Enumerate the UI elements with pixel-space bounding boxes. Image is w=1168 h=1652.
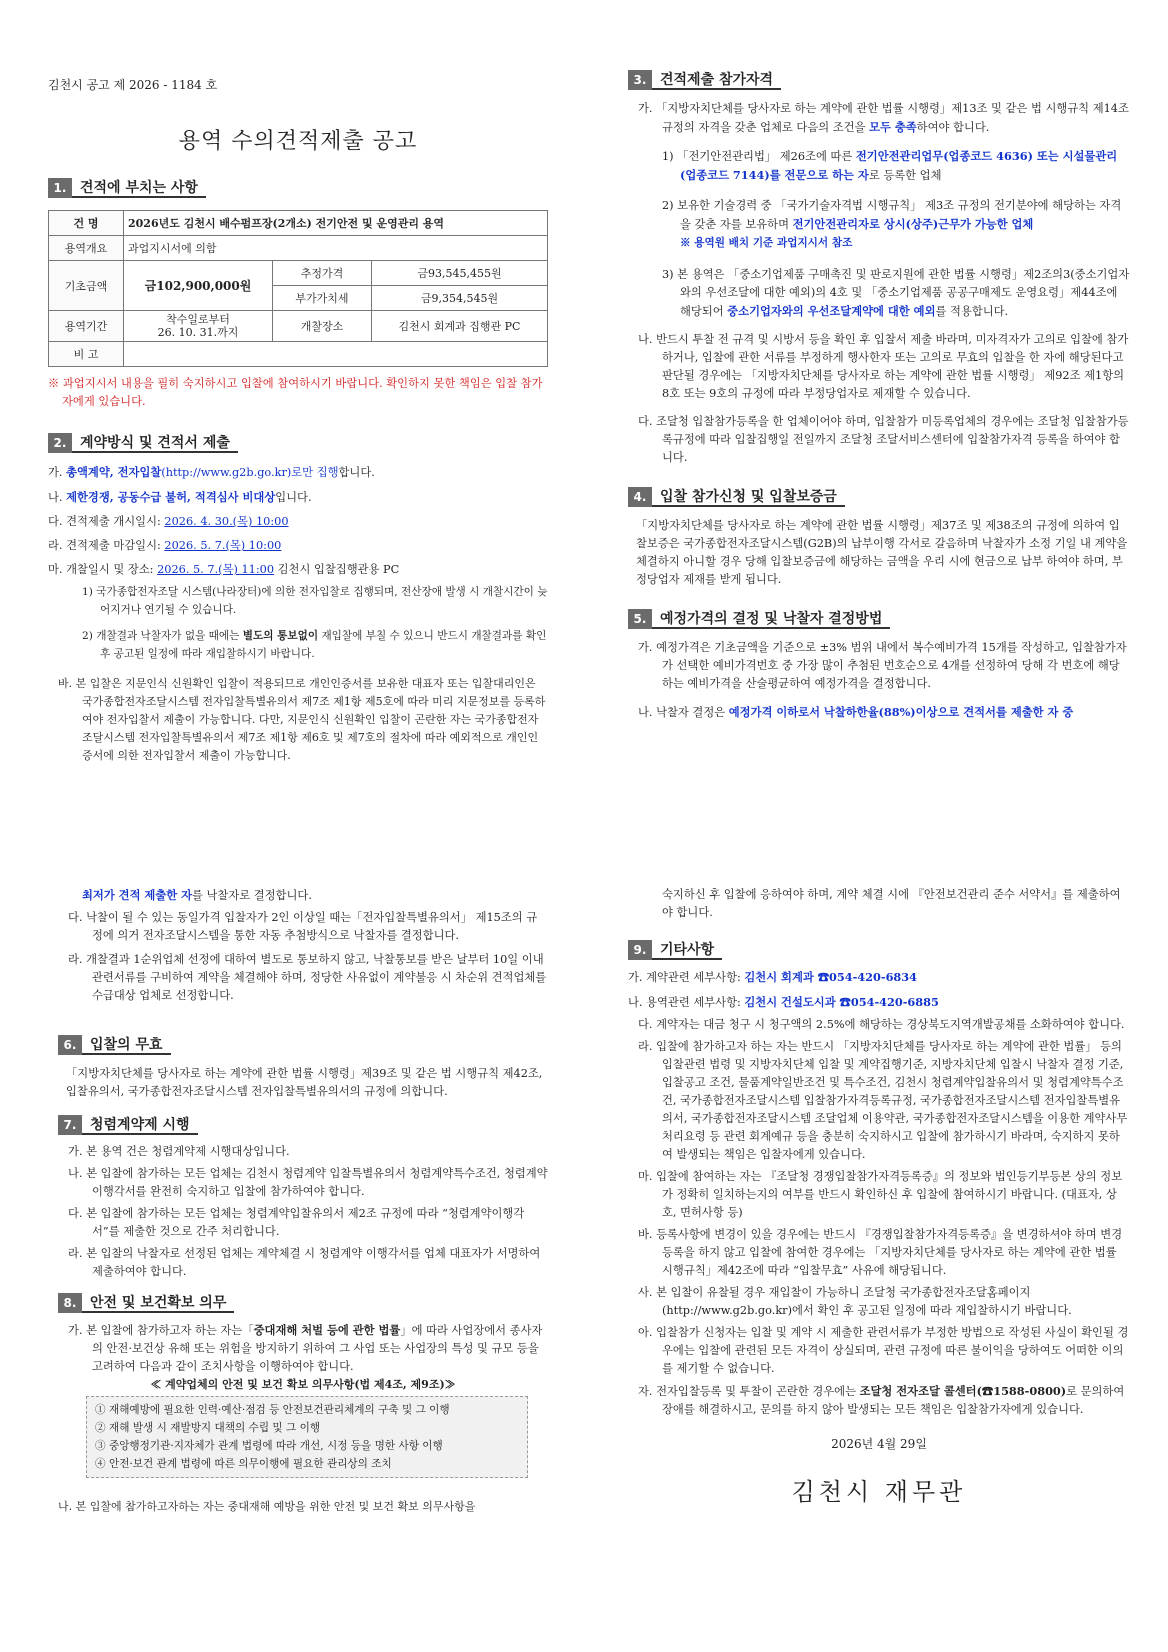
warning-note: ※ 과업지시서 내용을 필히 숙지하시고 입찰에 참여하시기 바랍니다. 확인하지 못한 책임은 입찰 참가자에게 있습니다. <box>48 377 543 408</box>
section-1-heading: 1. 견적에 부치는 사항 <box>48 178 548 198</box>
notice-number: 김천시 공고 제 2026 - 1184 호 <box>48 78 218 92</box>
safety-duty-box <box>86 1396 528 1478</box>
section-8-heading: 8. 안전 및 보건확보 의무 <box>58 1293 548 1313</box>
safety-duty-item: ③ 중앙행정기관·지자체가 관계 법령에 따라 개선, 시정 등을 명한 사항 이행 <box>95 1440 443 1452</box>
safety-duty-box-title: ≪ 계약업체의 안전 및 보건 확보 의무사항(법 제4조, 제9조)≫ <box>150 1378 456 1391</box>
bottom-left-column: 최저가 견적 제출한 자를 낙찰자로 결정합니다. 다. 낙찰이 될 수 있는 동일가격 입찰자가 2인 이상일 때는「전자입찰특별유의서」 제15조의 규정에 의거 전자조달시스템을 통한 자동 추첨방식으로 낙찰자를 결정합니다. 라. 개찰결과 1순위업체 선정에 대하여 별도로 통보하지 않고, 낙찰통보를 받은 날부터 10일 이내 관련서류를 구비하여 계약을 체결해야 하며, 정당한 사유없이 계약불응 시 차순위 견적업체를 수급대상 업체로 선정합니다. 6. 입찰의 무효 「지방자치단체를 당사자로 하는 계약에 관한 법률 시행령」제39조 및 같은 법 시행규칙 제42조, 입찰유의서, 국가종합전자조달시스템 전자입찰특별유의서의 규정에 의합니다. 7. 청렴계약제 시행 가. 본 용역 건은 청렴계약제 시행대상입니다. 나. 본 입찰에 참가하는 모든 업체는 김천시 청렴계약 입찰특별유의서 청렴계약특수조건, 청렴계약 이행각서를 완전히 숙지하고 입찰에 참가하여야 합니다. 다. 본 입찰에 참가하는 모든 업체는 청렴계약입찰유의서 제2조 규정에 따라 “청렴계약이행각서”를 제출한 것으로 간주 처리합니다. 라. 본 입찰의 낙찰자로 선정된 업체는 계약체결 시 청렴계약 이행각서를 업체 대표자가 서명하여 제출하여야 합니다. 8. 안전 및 보건확보 의무 가. 본 입찰에 참가하고자 하는 자는「중대재해 처벌 등에 관한 법률」에 따라 사업장에서 종사자의 안전·보건상 유해 또는 위험을 방지하기 위하여 그 사업 또는 사업장의 특성 및 규모 등을 고려하여 다음과 같이 조치사항을 이행하여야 합니다. ≪ 계약업체의 안전 및 보건 확보 의무사항(법 제4조, 제9조)≫ ① 재해예방에 필요한 인력·예산·점검 등 안전보건관리체계의 구축 및 그 이행 ② 재해 발생 시 재발방지 대책의 수립 및 그 이행 ③ 중앙행정기관·지자체가 관계 법령에 따라 개선, 시정 등을 명한 사항 이행 ④ 안전·보건 관계 법령에 따른 의무이행에 필요한 관리상의 조치 나. 본 입찰에 참가하고자하는 자는 중대재해 예방을 위한 안전 및 보건 확보 의무사항을 <box>58 888 548 1513</box>
base-amount: 금102,900,000원 <box>124 261 273 311</box>
section-5-heading: 5. 예정가격의 결정 및 낙찰자 결정방법 <box>628 609 1130 629</box>
section-3-heading: 3. 견적제출 참가자격 <box>628 70 1130 90</box>
notice-date: 2026년 4월 29일 <box>831 1437 927 1451</box>
accounting-contact: 김천시 회계과 ☎054-420-6834 <box>744 970 918 984</box>
section-4-heading: 4. 입찰 참가신청 및 입찰보증금 <box>628 487 1130 507</box>
construction-contact: 김천시 건설도시과 ☎054-420-6885 <box>744 995 939 1009</box>
section-2-heading: 2. 계약방식 및 견적서 제출 <box>48 433 548 453</box>
project-name: 2026년도 김천시 배수펌프장(2개소) 전기안전 및 운영관리 용역 <box>124 211 548 236</box>
signer: 김천시 재무관 <box>791 1478 967 1506</box>
page-title: 용역 수의견적제출 공고 <box>178 129 418 154</box>
section-9-heading: 9. 기타사항 <box>628 940 1130 960</box>
bottom-right-column: 숙지하신 후 입찰에 응하여야 하며, 계약 체결 시에 『안전보건관리 준수 서약서』를 제출하여야 합니다. 9. 기타사항 가. 계약관련 세부사항: 김천시 회계과 ☎054-420-6834 나. 용역관련 세부사항: 김천시 건설도시과 ☎054-420-6885 다. 계약자는 대금 청구 시 청구액의 2.5%에 해당하는 경상북도지역개발공채를 소화하여야 합니다. 라. 입찰에 참가하고자 하는 자는 반드시 「지방자치단체를 당사자로 하는 계약에 관한 법률」 등의 입찰관련 법령 및 지방자치단체 입찰 및 계약집행기준, 지방자치단체 입찰시 낙찰자 결정 기준, 입찰공고 조건, 물품계약일반조건 및 특수조건, 김천시 청렴계약입찰유의서 및 청렴계약특수조건, 국가종합전자조달시스템 입찰참가자격등록규정, 국가종합전자조달시스템 전자입찰특별유의서, 국가종합전자조달시스템 조달업체 이용약관, 국가종합전자조달시스템을 이용한 계약사무처리요령 등 관련 회계예규 등을 충분히 숙지하시고 입찰에 참가하시기 바라며, 숙지하지 못하여 발생되는 책임은 입찰자에게 있습니다. 마. 입찰에 참여하는 자는 『조달청 경쟁입찰참가자격등록증』의 정보와 법인등기부등본 상의 정보가 정확히 일치하는지의 여부를 반드시 확인하신 후 입찰에 참여하시기 바랍니다. (대표자, 상호, 면허사항 등) 바. 등록사항에 변경이 있을 경우에는 반드시 『경쟁입찰참가자격등록증』을 변경하셔야 하며 변경등록을 하지 않고 입찰에 참여한 경우에는 「지방자치단체를 당사자로 하는 계약에 관한 법률 시행규칙」제42조에 따라 “입찰무효” 사유에 해당됩니다. 사. 본 입찰이 유찰될 경우 재입찰이 가능하니 조달청 국가종합전자조달홈페이지(http://www.g2b.go.kr)에서 확인 후 공고된 일정에 따라 재입찰하시기 바랍니다. 아. 입찰참가 신청자는 입찰 및 계약 시 제출한 관련서류가 부정한 방법으로 작성된 사실이 확인될 경우에는 입찰에 관련된 모든 자격이 상실되며, 관련 규정에 따른 불이익을 당하여도 어떠한 이의를 제기할 수 없습니다. 자. 전자입찰등록 및 투찰이 곤란한 경우에는 조달청 전자조달 콜센터(☎1588-0800)로 문의하여 장애를 해결하시고, 문의를 하지 않아 발생되는 모든 책임은 입찰참가자에게 있습니다. 2026년 4월 29일 김천시 재무관 <box>628 888 1129 1506</box>
safety-duty-item: ④ 안전·보건 관계 법령에 따른 의무이행에 필요한 관리상의 조치 <box>95 1458 392 1470</box>
top-right-column: 3. 견적제출 참가자격 가. 「지방자치단체를 당사자로 하는 계약에 관한 법률 시행령」제13조 및 같은 법 시행규칙 제14조 규정의 자격을 갖춘 업체로 다음의 조건을 모두 충족하여야 합니다. 1) 「전기안전관리법」 제26조에 따른 전기안전관리업무(업종코드 4636) 또는 시설물관리(업종코드 7144)를 전문으로 하는 자로 등록한 업체 2) 보유한 기술경력 중 「국가기술자격법 시행규칙」 제3조 규정의 전기분야에 해당하는 자격을 갖춘 자를 보유하며 전기안전관리자로 상시(상주)근무가 가능한 업체 ※ 용역원 배치 기준 과업지시서 참조 3) 본 용역은 「중소기업제품 구매촉진 및 판로지원에 관한 법률 시행령」제2조의3(중소기업자와의 우선조달에 대한 예외)의 4호 및 「중소기업제품 공공구매제도 운영요령」제44조에 해당되어 중소기업자와의 우선조달계약에 대한 예외를 적용합니다. 나. 반드시 투찰 전 규격 및 시방서 등을 확인 후 입찰서 제출 바라며, 미자격자가 고의로 입찰에 참가하거나, 입찰에 관한 서류를 부정하게 행사한자 또는 고의로 무효의 입찰을 한 자에 해당된다고 판단될 경우에는 「지방자치단체를 당사자로 하는 계약에 관한 법률 시행령」 제92조 제1항의 8호 또는 9호의 규정에 따라 부정당업자로 제재할 수 있습니다. 다. 조달청 입찰참가등록을 한 업체이어야 하며, 입찰참가 미등록업체의 경우에는 조달청 입찰참가등록규정에 따라 입찰집행일 전일까지 조달청 조달서비스센터에 입찰참가자격 등록을 하여야 합니다. 4. 입찰 참가신청 및 입찰보증금 「지방자치단체를 당사자로 하는 계약에 관한 법률 시행령」제37조 및 제38조의 규정에 의하여 입찰보증은 국가종합전자조달시스템(G2B)의 납부이행 각서로 갈음하며 낙찰자가 소정 기일 내 계약을 체결하지 아니할 경우 당해 입찰보증금에 해당하는 금액을 우리 시에 현금으로 납부 하여야 하며, 부정당업자 제재를 받게 됩니다. 5. 예정가격의 결정 및 낙찰자 결정방법 가. 예정가격은 기초금액을 기준으로 ±3% 범위 내에서 복수예비가격 15개를 작성하고, 입찰참가자가 선택한 예비가격번호 중 가장 많이 추첨된 번호순으로 4개를 선정하여 당해 각 번호에 해당하는 예비가격을 산술평균하여 예정가격을 결정합니다. 나. 낙찰자 결정은 예정가격 이하로서 낙찰하한율(88%)이상으로 견적서를 제출한 자 중 <box>628 70 1130 722</box>
top-left-column: 김천시 공고 제 2026 - 1184 호 용역 수의견적제출 공고 1. 견적에 부치는 사항 건 명 2026년도 김천시 배수펌프장(2개소) 전기안전 및 운영관리 용역 용역개요 과업지시서에 의함 기초금액 금102,900,000원 추정가격 금93,545,455원 부가가치세 금9,354,545원 용역기간 착수일로부터 26. 10. 31.까지 개찰장소 김천시 회계과 집행관 PC 비 고 ※ 과업지시서 내용을 필히 숙지하시고 입찰에 참여하시기 바랍니다. 확인하지 못한 책임은 입찰 참가자에게 있습니다. 2. 계약방식 및 견적서 제출 가. 총액계약, 전자입찰(http://www.g2b.go.kr)로만 집행합니다. 나. 제한경쟁, 공동수급 불허, 적격심사 비대상입니다. 다. 견적제출 개시일시: 2026. 4. 30.(목) 10:00 라. 견적제출 마감일시: 2026. 5. 7.(목) 10:00 마. 개찰일시 및 장소: 2026. 5. 7.(목) 11:00 김천시 입찰집행관용 PC 1) 국가종합전자조달 시스템(나라장터)에 의한 전자입찰로 집행되며, 전산장애 발생 시 개찰시간이 늦어지거나 연기될 수 있습니다. 2) 개찰결과 낙찰자가 없을 때에는 별도의 통보없이 재입찰에 부칠 수 있으니 반드시 개찰결과를 확인 후 공고된 일정에 따라 재입찰하시기 바랍니다. 바. 본 입찰은 지문인식 신원확인 입찰이 적용되므로 개인인증서를 보유한 대표자 또는 입찰대리인은 국가종합전자조달시스템 전자입찰특별유의서 제7조 제1항 제5호에 따라 미리 지문정보를 등록하여야 전자입찰서 제출이 가능합니다. 다만, 지문인식 신원확인 입찰이 곤란한 자는 국가종합전자조달시스템 전자입찰특별유의서 제7조 제1항 제6호 및 제7호의 절차에 따라 예외적으로 개인인증서에 의한 전자입찰서 제출이 가능합니다. <box>48 78 548 762</box>
bid-info-table: 건 명 2026년도 김천시 배수펌프장(2개소) 전기안전 및 운영관리 용역 용역개요 과업지시서에 의함 기초금액 금102,900,000원 추정가격 금93,545,455원 부가가치세 금9,354,545원 용역기간 착수일로부터 26. 10. 31.까지 개찰장소 김천시 회계과 집행관 PC 비 고 <box>48 210 548 367</box>
section-6-heading: 6. 입찰의 무효 <box>58 1035 548 1055</box>
section-7-heading: 7. 청렴계약제 시행 <box>58 1115 548 1135</box>
safety-duty-item: ① 재해예방에 필요한 인력·예산·점검 등 안전보건관리체계의 구축 및 그 이행 <box>95 1404 450 1416</box>
safety-duty-item: ② 재해 발생 시 재발방지 대책의 수립 및 그 이행 <box>95 1422 321 1434</box>
